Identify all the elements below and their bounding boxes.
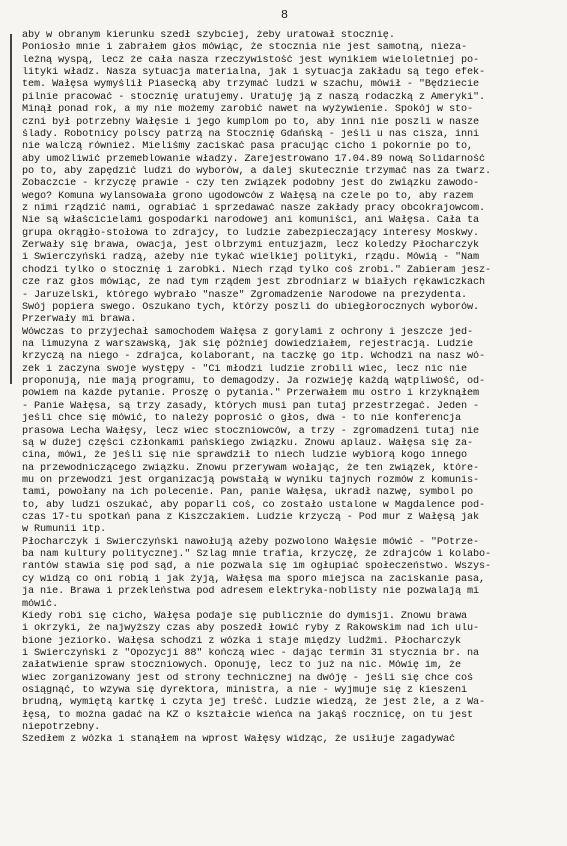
text-line: zek i zaczyna swoje występy - "Ci młodzi ludzie zrobili wiec, lecz nic nie — [22, 363, 467, 375]
text-line: - Jaruzelski, którego wybrało "nasze" Zgromadzenie Narodowe na prezydenta. — [22, 289, 467, 301]
text-line: czni był potrzebny Wałęsie i jego kumplom po to, aby inni nie poszli w nasze — [22, 116, 480, 128]
paragraph — [22, 537, 547, 611]
paragraph — [22, 30, 547, 42]
text-line: tami, powołany na ich polecenie. Pan, panie Wałęsa, ukradł nazwę, symbol po — [22, 487, 474, 499]
text-line: na limuzyna z warszawską, jak się później dowiedziałem, rejestracją. Ludzie — [22, 338, 474, 350]
text-line: i Świerczyński radzą, ażeby nie tykać wielkiej polityki, rządu. Mówią - "Nam — [22, 252, 480, 264]
text-line: Nie są właścicielami gospodarki narodowej ani komuniści, ani Wałęsa. Cała ta — [22, 215, 480, 227]
text-line: grupa okrągło-stołowa to zdrajcy, to ludzie zabezpieczający interesy Moskwy. — [22, 227, 480, 239]
text-line: prasowa Lecha Wałęsy, lecz wiec stoczniowców, a trzy - zgromadzeni tutaj nie — [22, 425, 480, 437]
text-line: nie walczą również. Mieliśmy zaciskać pasa pracując cicho i pokornie po to, — [22, 141, 474, 153]
text-line: i Świerczyński z "Opozycji 88" kończą wiec - dając termin 31 stycznia br. na — [22, 647, 480, 659]
text-line: mówić. — [22, 598, 59, 610]
text-line: rantów stawia się pod sąd, a nie pozwala się im ogłupiać społeczeństwo. Wszys- — [22, 561, 492, 573]
text-line: Kiedy robi się cicho, Wałęsa podaje się publicznie do dymisji. Znowu brawa — [22, 610, 467, 622]
text-line: ja nie. Brawa i przekleństwa pod adresem elektryka-noblisty nie pozwalają mi — [22, 586, 480, 598]
text-line: jeśli chce się mówić, to należy poprosić o głos, dwa - to nie konferencja — [22, 413, 461, 425]
page-number: 8 — [280, 8, 289, 22]
text-line: ba nam kultury politycznej." Szlag mnie trafia, krzyczę, że zdrajców i kolabo- — [22, 549, 492, 561]
text-line: aby w obranym kierunku szedł szybciej, żeby uratował stocznię. — [22, 30, 395, 41]
text-line: cina, mówi, że jeśli się nie sprawdził to niech ludzie wybiorą kogo innego — [22, 450, 467, 462]
text-line: to, aby ludzi oszukać, aby poparli coś, co zostało ustalone w Magdalence pod- — [22, 499, 486, 511]
paragraph — [22, 240, 547, 327]
paragraph — [22, 734, 547, 746]
paragraph — [22, 42, 547, 240]
text-line: brudną, wymiętą kartkę i czyta jej treść. Ludzie wiedzą, że jest źle, a z Wa- — [22, 697, 486, 709]
text-line: - Panie Wałęsa, są trzy zasady, których musi pan tutaj przestrzegać. Jeden - — [22, 400, 480, 412]
text-line: leżną wyspą, lecz że cała nasza rzeczywistość jest wynikiem wieloletniej po- — [22, 54, 480, 66]
text-line: Poniosło mnie i zabrałem głos mówiąc, że stocznia nie jest samotną, nieza- — [22, 42, 467, 54]
text-line: wego? Komuna wylansowała grono ugodowców z Wałęsą na czele po to, aby razem — [22, 190, 474, 202]
text-line: Zerwały się brawa, owacja, jest olbrzymi entuzjazm, lecz koledzy Płocharczyk — [22, 240, 480, 252]
text-line: Swój popiera swego. Oszukano tych, którzy poszli do ubiegłorocznych wyborów. — [22, 301, 480, 313]
text-line: niepotrzebny. — [22, 722, 101, 734]
paragraph — [22, 611, 547, 735]
text-line: ślady. Robotnicy polscy patrzą na Stocznię Gdańską - jeśli u nas cisza, inni — [22, 128, 480, 140]
text-line: z nimi rządzić nami, ograbiać i sprzedawać nasze zakłady pracy obcokrajowcom. — [22, 203, 486, 215]
text-line: łęsą, to można gadać na KZ o kształcie wieńca na jakąś rocznicę, on tu jest — [22, 709, 474, 721]
text-line: lityki władz. Nasza sytuacja materialna, jak i sytuacja zakładu są tego efek- — [22, 67, 486, 79]
text-line: na przewodniczącego związku. Znowu przerywam wołając, że ten związek, które- — [22, 462, 480, 474]
text-line: Szedłem z wózka i stanąłem na wprost Wałęsy widząc, że usiłuje zagadywać — [22, 734, 455, 746]
text-line: i okrzyki, że najwyższy czas aby poszedł łowić ryby z Rakowskim nad ich ulu- — [22, 623, 480, 635]
text-line: tem. Wałęsa wymyślił Piasecką aby trzymać ludzi w szachu, mówił - "Będziecie — [22, 79, 480, 91]
text-line: osiągnąć, to wzywa się dyrektora, ministra, a nie - wyjmuje się z kieszeni — [22, 685, 467, 697]
text-line: aby umożliwić przemeblowanie władzy. Zarejestrowano 17.04.89 nową Solidarność — [22, 153, 486, 165]
text-line: są w dużej części członkami pańskiego związku. Znowu aplauz. Wałęsa się za- — [22, 437, 474, 449]
text-line: pilnie pracować - stocznię uratujemy. Uratuję ją z naszą rodaczką z Ameryki". — [22, 91, 486, 103]
body-text — [22, 30, 547, 747]
text-line: Minął ponad rok, a my nie możemy zarobić nawet na wyżywienie. Spokój w sto- — [22, 104, 474, 116]
paragraph — [22, 327, 547, 537]
text-line: wiec zorganizowany jest od strony technicznej na dwóję - jeśli się chce coś — [22, 672, 474, 684]
text-line: cy widzą co oni robią i jak żyją, Wałęsa ma sporo miejsca na zaciskanie pasa, — [22, 573, 486, 585]
text-line: cze raz głos mówiąc, że nad tym rządem jest zbrodniarz w białych rękawiczkach — [22, 277, 486, 289]
text-line: Zobaczcie - krzyczę prawie - czy ten związek podobny jest do związku zawodo- — [22, 178, 480, 190]
text-line: załatwienie spraw stoczniowych. Oponuję, lecz to już na nic. Mówię im, że — [22, 660, 461, 672]
text-line: krzyczą na niego - zdrajca, kolaborant, na taczkę go itp. Wchodzi na nasz wó- — [22, 351, 486, 363]
text-line: bione jeziorko. Wałęsa schodzi z wózka i staje między ludźmi. Płocharczyk — [22, 635, 461, 647]
text-line: powiem na każde pytanie. Proszę o pytania." Przerwałem mu ostro i krzyknąłem — [22, 388, 480, 400]
text-line: proponują, nie mają programu, to demagodzy. Ja rozwieję każdą wątpliwość, od- — [22, 376, 486, 388]
text-line: Płocharczyk i Świerczyński nawołują ażeby pozwolono Wałęsie mówić - "Potrze- — [22, 536, 480, 548]
text-line: chodzi tylko o stocznię i zarobki. Niech rząd tylko coś zrobi." Zabieram jesz- — [22, 264, 492, 276]
text-line: po to, aby zapędzić ludzi do wyborów, a dalej skutecznie trzymać nas za twarz. — [22, 165, 492, 177]
text-line: czas 17-tu spotkań pana z Kiszczakiem. Ludzie krzyczą - Pod mur z Wałęsą jak — [22, 512, 480, 524]
text-line: Wówczas to przyjechał samochodem Wałęsa z gorylami z ochrony i jeszcze jed- — [22, 326, 474, 338]
text-line: mu on przewodzi jest organizacją powstałą w wyniku tajnych rozmów z komunis- — [22, 474, 480, 486]
text-line: w Rumunii itp. — [22, 524, 107, 536]
margin-bar — [10, 34, 12, 384]
text-line: Przerwały mi brawa. — [22, 314, 137, 326]
